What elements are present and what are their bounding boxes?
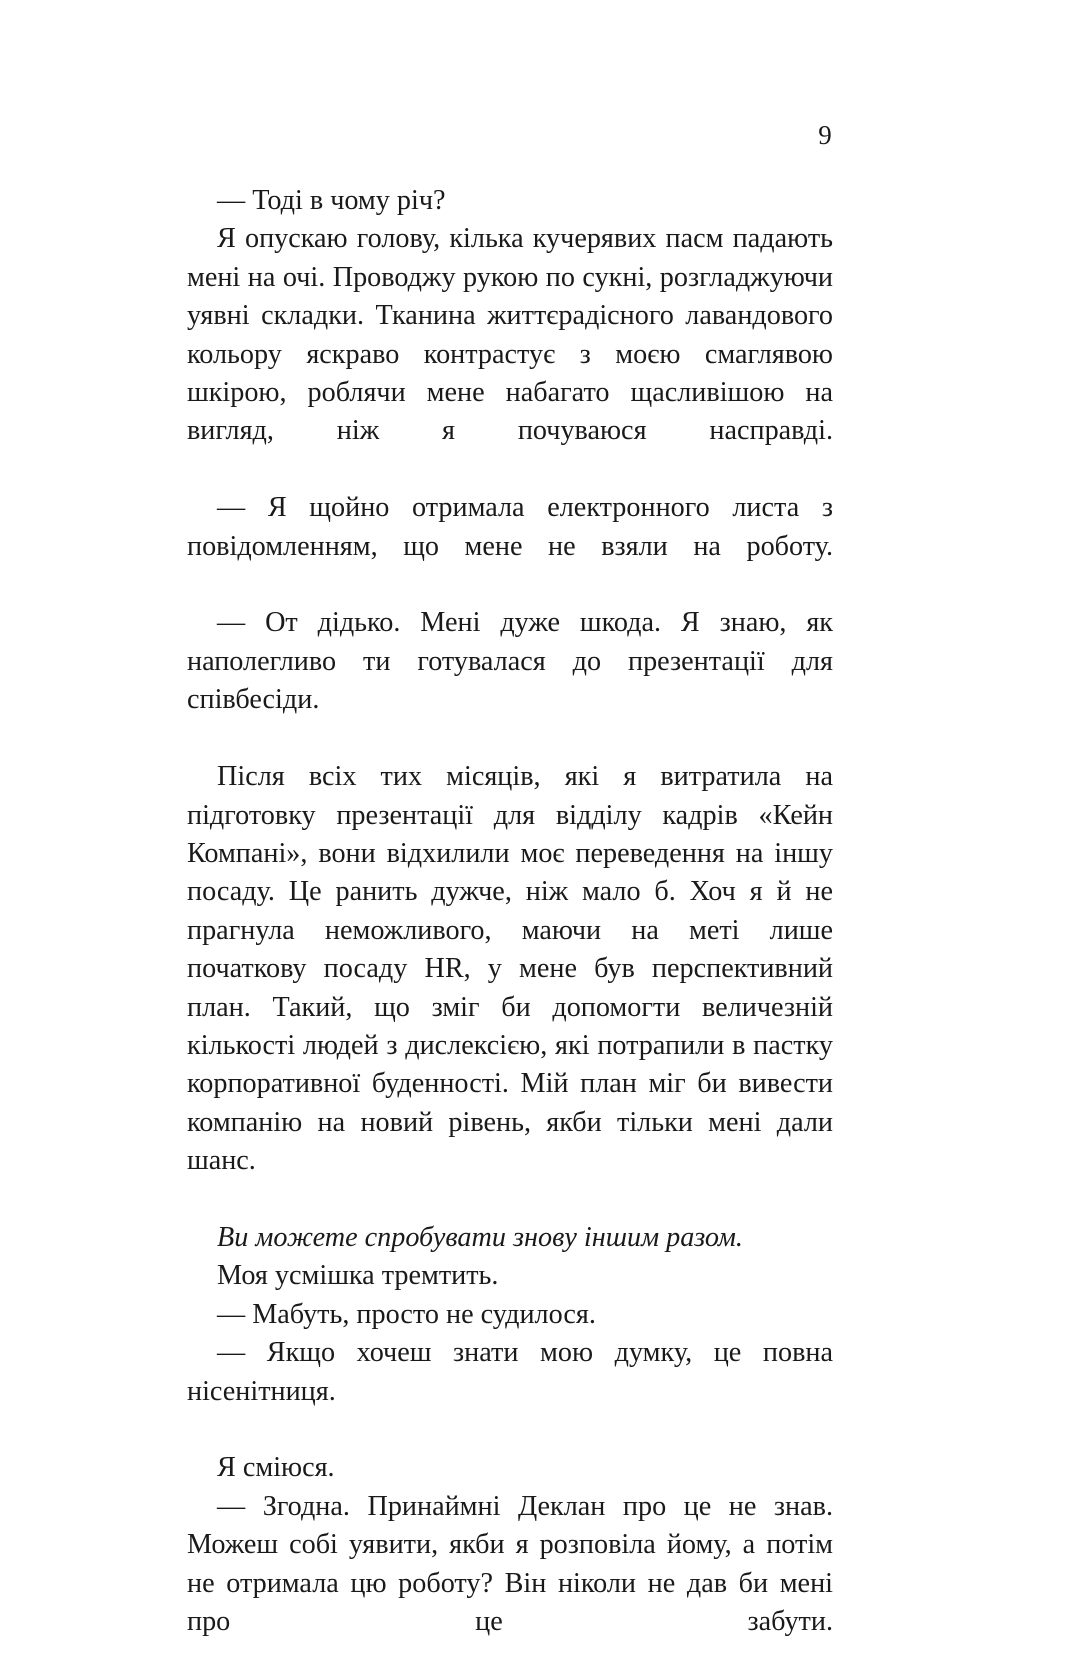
paragraph-narration-1: Я опускаю голову, кілька кучерявих пасм падають мені на очі. Проводжу рукою по сукні, розгладжуючи уявні складки. Тканина життєрадісного лавандового кольору яскраво контрастує з моєю смаглявою шкірою, роблячи мене набагато щасливішою на вигляд, ніж я почуваюся насправді. — [187, 223, 833, 447]
paragraph-narration-2: Після всіх тих місяців, які я витратила на підготовку презентації для відділу кадрів «Кейн Компані», вони відхилили моє переведення на іншу посаду. Це ранить дужче, ніж мало б. Хоч я й не прагнула неможливого, маючи на меті лише початкову посаду HR, у мене був перспективний план. Такий, що зміг би допомогти величезній кількості людей з дислексією, які потрапили в пастку корпоративної буденності. Мій план міг би вивести компанію на новий рівень, якби тільки мені дали шанс. — [187, 761, 833, 1177]
paragraph-narration-3: Моя усмішка тремтить. — [217, 1260, 499, 1292]
paragraph-dialogue-3: — От дідько. Мені дуже шкода. Я знаю, як наполегливо ти готувалася до презентації для співбесіди. — [187, 607, 833, 716]
page-number-row — [187, 122, 832, 149]
page-number: 9 — [818, 120, 832, 150]
paragraph-dialogue-2: — Я щойно отримала електронного листа з повідомленням, що мене не взяли на роботу. — [187, 492, 833, 562]
paragraph-dialogue-5: — Якщо хочеш знати мою думку, це повна нісенітниця. — [187, 1337, 833, 1407]
paragraph-dialogue-6: — Згодна. Принаймні Деклан про це не знав. Можеш собі уявити, якби я розповіла йому, а потім не отримала цю роботу? Він ніколи не дав би мені про це забути. — [187, 1490, 833, 1638]
paragraph-narration-4: Я сміюся. — [217, 1452, 335, 1484]
paragraph-dialogue-4: — Мабуть, просто не судилося. — [217, 1298, 596, 1330]
paragraph-dialogue-1: — Тоді в чому річ? — [217, 185, 446, 216]
paragraph-inner-thought: Ви можете спробувати знову іншим разом. — [217, 1221, 743, 1253]
body-text-block — [187, 182, 833, 1680]
